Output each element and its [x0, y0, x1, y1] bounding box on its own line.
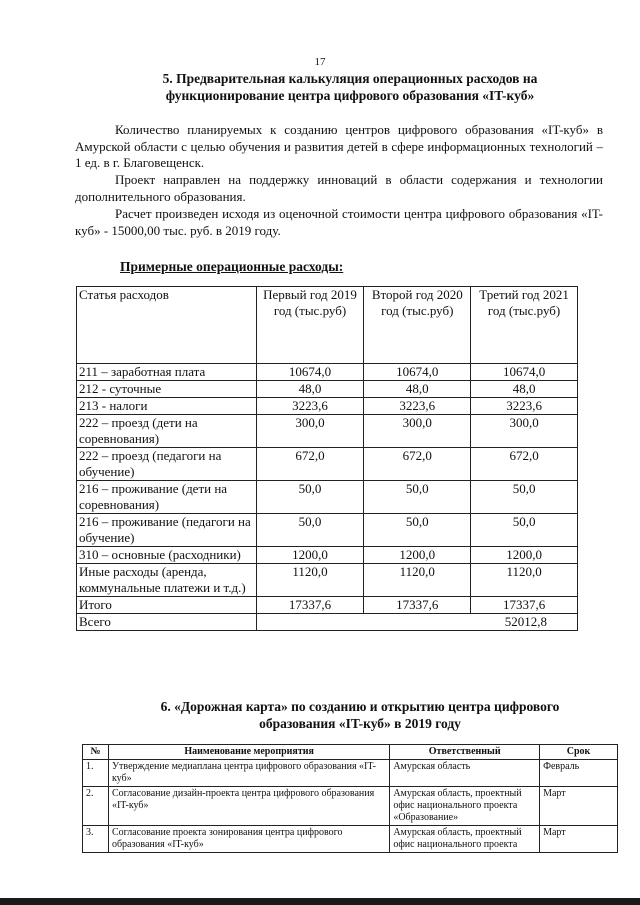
section-5-title-line1: 5. Предварительная калькуляция операционных расходов на: [162, 71, 538, 86]
cell-year3: 1120,0: [471, 564, 578, 597]
table-row: [77, 564, 578, 597]
header-cell-year1: Первый год 2019 год (тыс.руб): [256, 287, 364, 364]
cell-item: 222 – проезд (дети на соревнования): [77, 415, 257, 448]
table-row: [83, 760, 618, 787]
cell-year2: 1200,0: [364, 547, 471, 564]
cell-number: 3.: [83, 826, 109, 853]
paragraph-centers-count: Количество планируемых к созданию центров цифрового образования «IT-куб» в Амурской области с целью обучения и развития детей в сфере информационных технологий – 1 ед. в г. Благовещенск.: [75, 122, 603, 170]
scan-edge-shadow: [0, 898, 640, 905]
cell-year3: 48,0: [471, 381, 578, 398]
cell-total-label: Всего: [77, 614, 257, 631]
roadmap-table: [82, 744, 618, 853]
section-6-title: [115, 698, 605, 732]
cell-number: 1.: [83, 760, 109, 787]
table-row: [83, 787, 618, 826]
header-cell-term: Срок: [540, 745, 618, 760]
paragraph-project-direction: Проект направлен на поддержку инноваций в области содержания и технологии дополнительного образования.: [75, 172, 603, 204]
cell-year2: 17337,6: [364, 597, 471, 614]
table-row: [77, 364, 578, 381]
table-row: [77, 415, 578, 448]
cell-year1: 50,0: [256, 514, 364, 547]
cell-item: Иные расходы (аренда, коммунальные платежи и т.д.): [77, 564, 257, 597]
cell-item: 213 - налоги: [77, 398, 257, 415]
cell-year2: 1120,0: [364, 564, 471, 597]
cell-year1: 672,0: [256, 448, 364, 481]
cell-item: 212 - суточные: [77, 381, 257, 398]
roadmap-table-header: [83, 745, 618, 760]
header-cell-year3: Третий год 2021 год (тыс.руб): [471, 287, 578, 364]
cell-year2: 50,0: [364, 514, 471, 547]
table-row: [77, 547, 578, 564]
cell-item: 216 – проживание (педагоги на обучение): [77, 514, 257, 547]
costs-subheading: Примерные операционные расходы:: [120, 259, 344, 274]
table-row: [77, 381, 578, 398]
cell-year2: 50,0: [364, 481, 471, 514]
table-row-total: [77, 614, 578, 631]
header-cell-item: Статья расходов: [77, 287, 257, 364]
cell-year2: 300,0: [364, 415, 471, 448]
cell-year2: 48,0: [364, 381, 471, 398]
cell-term: Февраль: [540, 760, 618, 787]
cell-total-value: 52012,8: [256, 614, 577, 631]
cell-year1: 10674,0: [256, 364, 364, 381]
header-cell-number: №: [83, 745, 109, 760]
section-6-title-line1: 6. «Дорожная карта» по созданию и открытию центра цифрового: [160, 699, 560, 714]
section-5-title-line2: функционирование центра цифрового образования «IT-куб»: [165, 88, 535, 103]
cell-year1: 3223,6: [256, 398, 364, 415]
paragraph-calculation: Расчет произведен исходя из оценочной стоимости центра цифрового образования «IT-куб» - 15000,00 тыс. руб. в 2019 году.: [75, 206, 603, 238]
cell-year3: 3223,6: [471, 398, 578, 415]
table-row: [83, 826, 618, 853]
cell-event-name: Утверждение медиаплана центра цифрового образования «IT-куб»: [108, 760, 389, 787]
table-row: [77, 398, 578, 415]
cell-item: 222 – проезд (педагоги на обучение): [77, 448, 257, 481]
section-6-title-line2: образования «IT-куб» в 2019 году: [259, 716, 461, 731]
cell-year3: 50,0: [471, 514, 578, 547]
cell-responsible: Амурская область, проектный офис национального проекта: [390, 826, 540, 853]
cell-item: 216 – проживание (дети на соревнования): [77, 481, 257, 514]
header-cell-event-name: Наименование мероприятия: [108, 745, 389, 760]
header-cell-year2: Второй год 2020 год (тыс.руб): [364, 287, 471, 364]
cell-event-name: Согласование дизайн-проекта центра цифрового образования «IT-куб»: [108, 787, 389, 826]
cell-number: 2.: [83, 787, 109, 826]
cell-year1: 17337,6: [256, 597, 364, 614]
cell-year1: 48,0: [256, 381, 364, 398]
cell-responsible: Амурская область: [390, 760, 540, 787]
costs-table-header: [77, 287, 578, 364]
costs-table: [76, 286, 578, 631]
page-number: 17: [314, 56, 326, 68]
cell-event-name: Согласование проекта зонирования центра цифрового образования «IT-куб»: [108, 826, 389, 853]
cell-item: 211 – заработная плата: [77, 364, 257, 381]
cell-year2: 3223,6: [364, 398, 471, 415]
cell-year3: 300,0: [471, 415, 578, 448]
header-cell-responsible: Ответственный: [390, 745, 540, 760]
cell-term: Март: [540, 787, 618, 826]
cell-year2: 672,0: [364, 448, 471, 481]
table-row: [77, 481, 578, 514]
table-row: [77, 448, 578, 481]
cell-year2: 10674,0: [364, 364, 471, 381]
section-5-title: [100, 70, 600, 104]
cell-year3: 1200,0: [471, 547, 578, 564]
cell-responsible: Амурская область, проектный офис национального проекта «Образование»: [390, 787, 540, 826]
cell-year1: 300,0: [256, 415, 364, 448]
cell-year3: 50,0: [471, 481, 578, 514]
cell-year3: 672,0: [471, 448, 578, 481]
table-row: [77, 514, 578, 547]
cell-year3: 17337,6: [471, 597, 578, 614]
cell-item: 310 – основные (расходники): [77, 547, 257, 564]
cell-term: Март: [540, 826, 618, 853]
cell-year1: 50,0: [256, 481, 364, 514]
cell-year3: 10674,0: [471, 364, 578, 381]
cell-year1: 1200,0: [256, 547, 364, 564]
table-row-subtotal: [77, 597, 578, 614]
cell-item: Итого: [77, 597, 257, 614]
cell-year1: 1120,0: [256, 564, 364, 597]
